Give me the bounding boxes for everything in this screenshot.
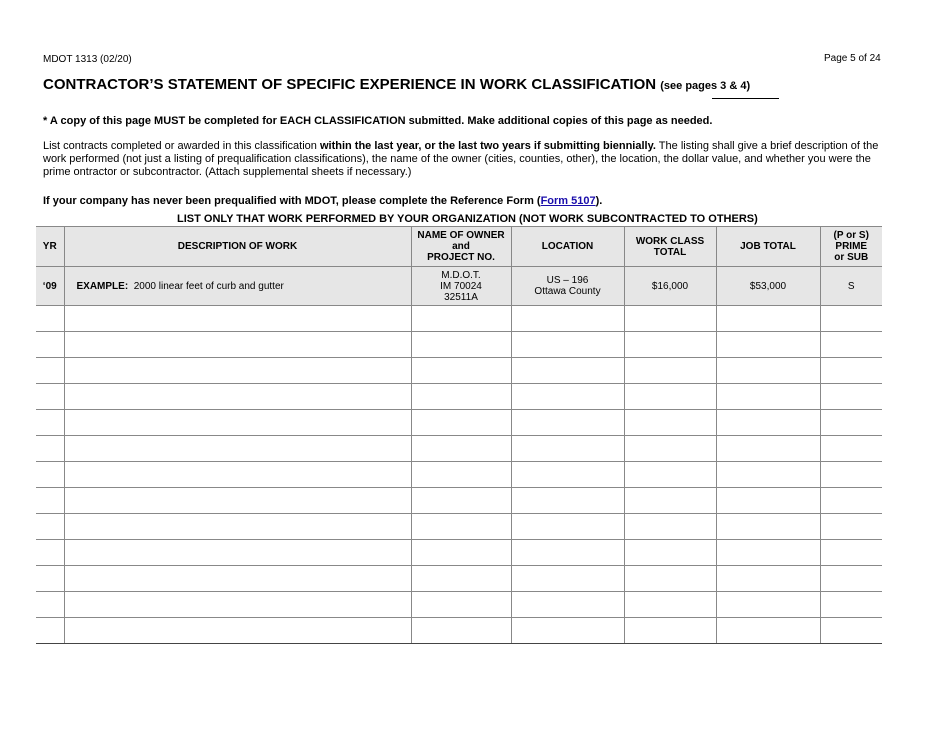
copy-notice: * A copy of this page MUST be completed for EACH CLASSIFICATION submitted. Make additional copies of this page as needed. — [43, 115, 713, 127]
location-cell[interactable] — [511, 514, 624, 540]
yr-cell[interactable] — [36, 566, 64, 592]
location-cell[interactable] — [511, 592, 624, 618]
owner-cell[interactable] — [411, 618, 511, 644]
table-row — [36, 306, 882, 332]
job-total-cell[interactable] — [716, 514, 820, 540]
example-description — [64, 267, 411, 306]
work-class-total-cell[interactable] — [624, 358, 716, 384]
description-cell[interactable] — [64, 462, 411, 488]
prime-sub-cell[interactable] — [820, 462, 882, 488]
description-cell[interactable] — [64, 332, 411, 358]
example-location — [511, 267, 624, 306]
table-row — [36, 332, 882, 358]
example-job-total: $53,000 — [716, 267, 820, 306]
table-row — [36, 358, 882, 384]
form-5107-link[interactable]: Form 5107 — [540, 195, 596, 207]
work-class-total-cell[interactable] — [624, 488, 716, 514]
table-row — [36, 436, 882, 462]
prime-sub-cell[interactable] — [820, 566, 882, 592]
prime-sub-cell[interactable] — [820, 618, 882, 644]
location-cell[interactable] — [511, 358, 624, 384]
prequal-note — [43, 195, 602, 207]
prequal-text-after: ). — [595, 195, 603, 207]
header-work-class-line1: WORK CLASS — [635, 235, 705, 247]
yr-cell[interactable] — [36, 462, 64, 488]
location-cell[interactable] — [511, 306, 624, 332]
header-owner-line3: PROJECT NO. — [427, 252, 495, 263]
description-cell[interactable] — [64, 410, 411, 436]
description-cell[interactable] — [64, 592, 411, 618]
description-cell[interactable] — [64, 384, 411, 410]
owner-cell[interactable] — [411, 306, 511, 332]
job-total-cell[interactable] — [716, 618, 820, 644]
example-prime-sub: S — [820, 267, 882, 306]
table-row — [36, 540, 882, 566]
table-row — [36, 462, 882, 488]
job-total-cell[interactable] — [716, 306, 820, 332]
work-class-total-cell[interactable] — [624, 618, 716, 644]
prime-sub-cell[interactable] — [820, 410, 882, 436]
example-owner-line3: 32511A — [444, 291, 478, 303]
work-class-total-cell[interactable] — [624, 384, 716, 410]
yr-cell[interactable] — [36, 410, 64, 436]
work-class-total-cell[interactable] — [624, 566, 716, 592]
work-class-total-cell[interactable] — [624, 332, 716, 358]
yr-cell[interactable] — [36, 384, 64, 410]
example-location-line1: US – 196 — [546, 275, 589, 286]
location-cell[interactable] — [511, 566, 624, 592]
example-row — [36, 267, 882, 306]
header-location: LOCATION — [511, 227, 624, 267]
job-total-cell[interactable] — [716, 566, 820, 592]
owner-cell[interactable] — [411, 540, 511, 566]
description-cell[interactable] — [64, 436, 411, 462]
table-row — [36, 410, 882, 436]
classification-input-line[interactable] — [712, 98, 779, 99]
table-row — [36, 592, 882, 618]
form-id: MDOT 1313 (02/20) — [43, 54, 132, 65]
yr-cell[interactable] — [36, 332, 64, 358]
header-prime-sub-line3: or SUB — [834, 252, 869, 263]
title-main: CONTRACTOR’S STATEMENT OF SPECIFIC EXPERIENCE IN WORK CLASSIFICATION — [43, 76, 657, 93]
description-cell[interactable] — [64, 618, 411, 644]
yr-cell[interactable] — [36, 540, 64, 566]
description-cell[interactable] — [64, 488, 411, 514]
instructions — [43, 140, 885, 179]
page-title — [43, 76, 750, 93]
header-work-class-total — [624, 227, 716, 267]
header-work-class-line2: TOTAL — [653, 246, 687, 258]
work-class-total-cell[interactable] — [624, 306, 716, 332]
example-owner-line1: M.D.O.T. — [441, 269, 481, 281]
table-caption: LIST ONLY THAT WORK PERFORMED BY YOUR ORGANIZATION (NOT WORK SUBCONTRACTED TO OTHERS) — [177, 213, 758, 225]
description-cell[interactable] — [64, 514, 411, 540]
header-yr: YR — [36, 227, 64, 267]
instructions-text-2: The listing shall give a brief description of the work performed (not just a listing of prequalification classifications), the name of the owner (cities, counties, other), the location, the dollar value, and whether you were the prime ontractor or subcontractor. (Attach supplemental sheets if necessary.) — [43, 140, 879, 178]
header-prime-sub-line1: (P or S) — [833, 230, 869, 241]
title-subnote: (see pages 3 & 4) — [660, 80, 751, 92]
job-total-cell[interactable] — [716, 462, 820, 488]
yr-cell[interactable] — [36, 436, 64, 462]
owner-cell[interactable] — [411, 592, 511, 618]
table-row — [36, 488, 882, 514]
example-owner-line2: IM 70024 — [440, 280, 482, 292]
example-desc-text: 2000 linear feet of curb and gutter — [128, 280, 284, 292]
location-cell[interactable] — [511, 384, 624, 410]
description-cell[interactable] — [64, 358, 411, 384]
owner-cell[interactable] — [411, 462, 511, 488]
job-total-cell[interactable] — [716, 358, 820, 384]
location-cell[interactable] — [511, 462, 624, 488]
job-total-cell[interactable] — [716, 540, 820, 566]
example-owner — [411, 267, 511, 306]
owner-cell[interactable] — [411, 514, 511, 540]
prime-sub-cell[interactable] — [820, 488, 882, 514]
work-class-total-cell[interactable] — [624, 410, 716, 436]
location-cell[interactable] — [511, 332, 624, 358]
job-total-cell[interactable] — [716, 592, 820, 618]
prime-sub-cell[interactable] — [820, 436, 882, 462]
prime-sub-cell[interactable] — [820, 540, 882, 566]
work-class-total-cell[interactable] — [624, 592, 716, 618]
example-work-class-total: $16,000 — [624, 267, 716, 306]
owner-cell[interactable] — [411, 566, 511, 592]
owner-cell[interactable] — [411, 436, 511, 462]
yr-cell[interactable] — [36, 488, 64, 514]
example-label: EXAMPLE: — [76, 280, 129, 292]
example-location-line2: Ottawa County — [534, 286, 601, 297]
work-experience-table — [36, 226, 882, 644]
owner-cell[interactable] — [411, 358, 511, 384]
yr-cell[interactable] — [36, 592, 64, 618]
owner-cell[interactable] — [411, 410, 511, 436]
owner-cell[interactable] — [411, 332, 511, 358]
location-cell[interactable] — [511, 410, 624, 436]
table-row — [36, 566, 882, 592]
owner-cell[interactable] — [411, 488, 511, 514]
job-total-cell[interactable] — [716, 332, 820, 358]
table-row — [36, 384, 882, 410]
prime-sub-cell[interactable] — [820, 358, 882, 384]
prequal-text-before: If your company has never been prequalified with MDOT, please complete the Reference Form ( — [43, 195, 541, 207]
prime-sub-cell[interactable] — [820, 384, 882, 410]
yr-cell[interactable] — [36, 618, 64, 644]
work-class-total-cell[interactable] — [624, 514, 716, 540]
location-cell[interactable] — [511, 618, 624, 644]
work-class-total-cell[interactable] — [624, 462, 716, 488]
owner-cell[interactable] — [411, 384, 511, 410]
header-prime-sub-line2: PRIME — [835, 241, 868, 252]
work-class-total-cell[interactable] — [624, 436, 716, 462]
header-owner — [411, 227, 511, 267]
location-cell[interactable] — [511, 488, 624, 514]
job-total-cell[interactable] — [716, 488, 820, 514]
prime-sub-cell[interactable] — [820, 592, 882, 618]
yr-cell[interactable] — [36, 358, 64, 384]
work-class-total-cell[interactable] — [624, 540, 716, 566]
header-job-total: JOB TOTAL — [716, 227, 820, 267]
example-yr: ‘09 — [36, 267, 64, 306]
page-number: Page 5 of 24 — [824, 53, 881, 64]
header-description: DESCRIPTION OF WORK — [64, 227, 411, 267]
table-header-row — [36, 227, 882, 267]
instructions-text-1: List contracts completed or awarded in this classification — [43, 140, 320, 152]
table-row — [36, 514, 882, 540]
prime-sub-cell[interactable] — [820, 332, 882, 358]
header-owner-line1: NAME OF OWNER — [417, 230, 505, 241]
location-cell[interactable] — [511, 436, 624, 462]
yr-cell[interactable] — [36, 306, 64, 332]
job-total-cell[interactable] — [716, 436, 820, 462]
job-total-cell[interactable] — [716, 384, 820, 410]
prime-sub-cell[interactable] — [820, 306, 882, 332]
header-owner-line2: and — [452, 241, 470, 252]
description-cell[interactable] — [64, 540, 411, 566]
yr-cell[interactable] — [36, 514, 64, 540]
location-cell[interactable] — [511, 540, 624, 566]
description-cell[interactable] — [64, 306, 411, 332]
instructions-bold: within the last year, or the last two years if submitting biennially. — [319, 140, 656, 152]
prime-sub-cell[interactable] — [820, 514, 882, 540]
job-total-cell[interactable] — [716, 410, 820, 436]
header-prime-sub — [820, 227, 882, 267]
table-row — [36, 618, 882, 644]
description-cell[interactable] — [64, 566, 411, 592]
